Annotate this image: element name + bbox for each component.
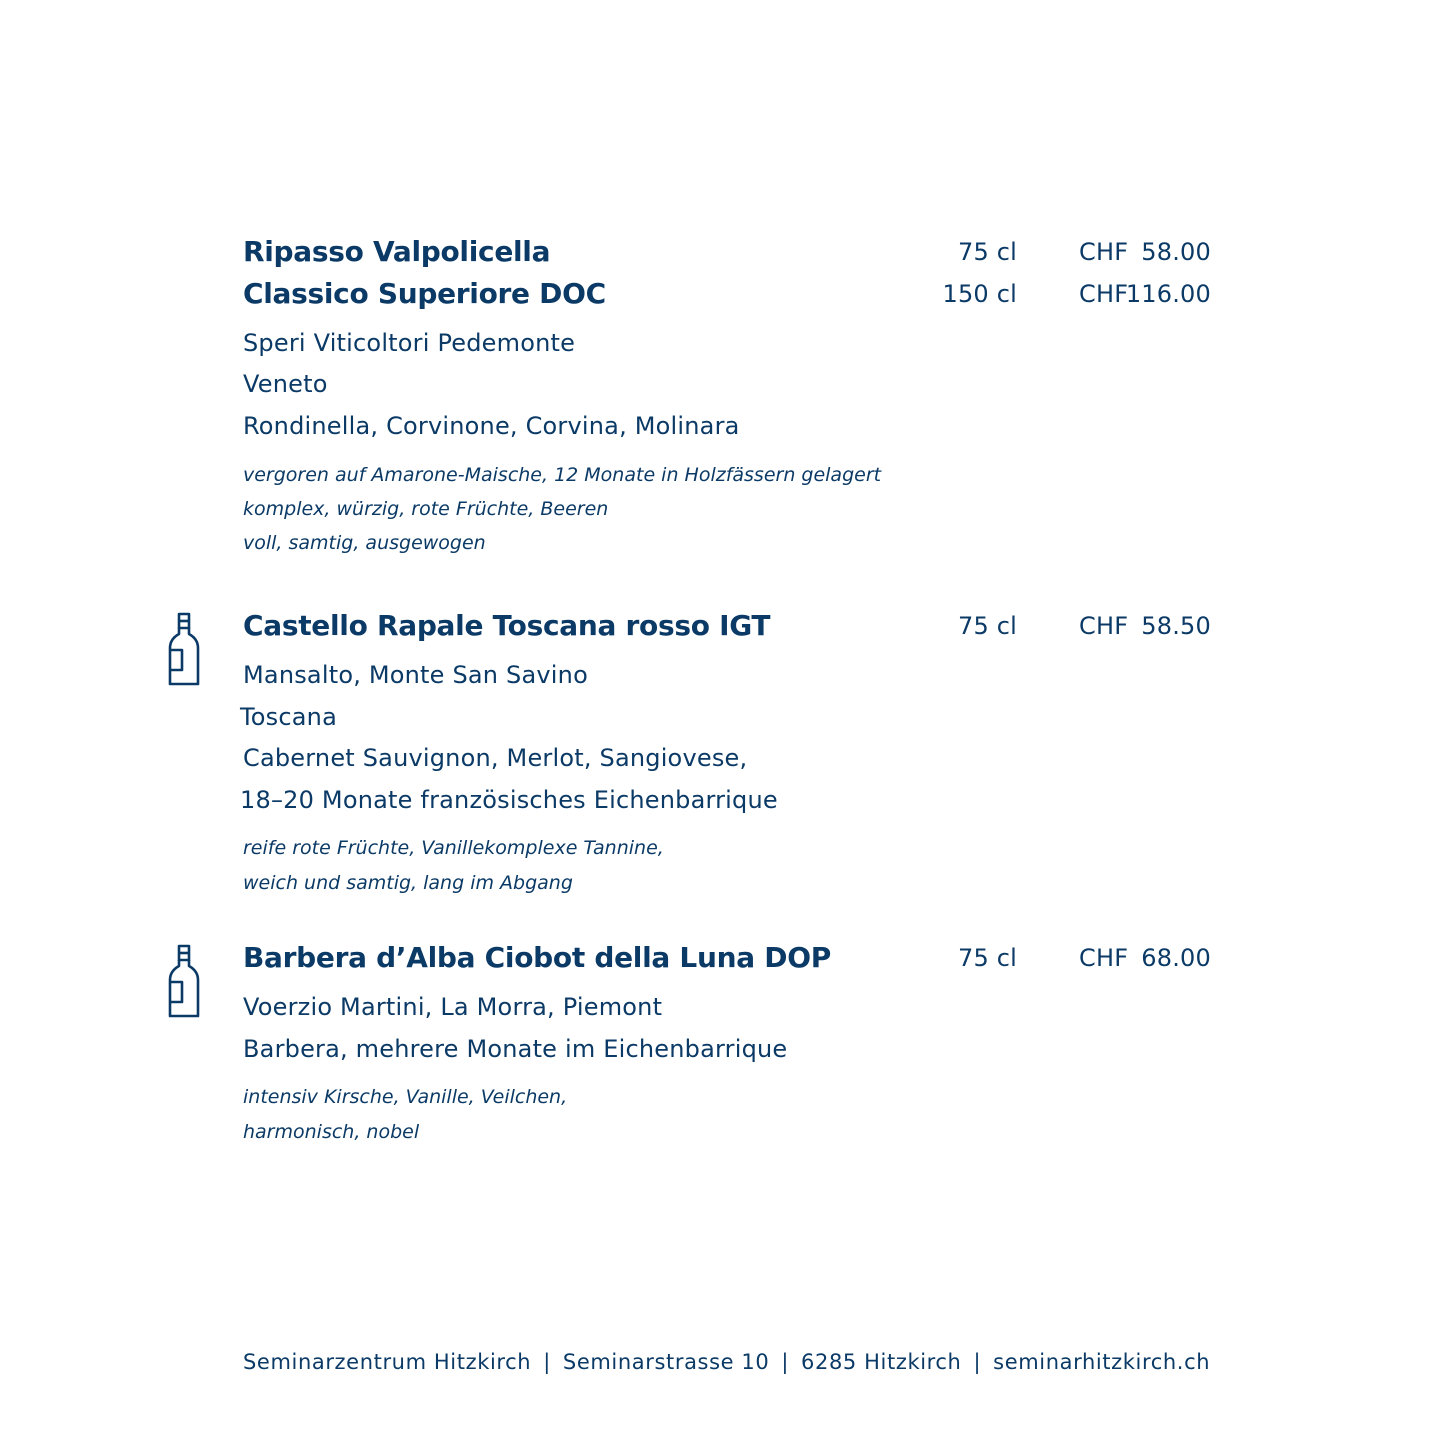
- footer-website-link[interactable]: seminarhitzkirch.ch: [993, 1350, 1211, 1374]
- wine-bottle-icon: [166, 944, 202, 1018]
- wine-volume: 75 cl: [957, 238, 1017, 266]
- wine-producer: Speri Viticoltori Pedemonte: [243, 329, 576, 357]
- price-currency: CHF: [1079, 612, 1129, 640]
- wine-name: Castello Rapale Toscana rosso IGT: [243, 609, 771, 642]
- wine-volume-magnum: 150 cl: [942, 280, 1017, 308]
- price-amount: 68.00: [1141, 944, 1211, 972]
- wine-region: Toscana: [240, 703, 337, 731]
- footer-address: [243, 1345, 1210, 1379]
- footer-street: Seminarstrasse 10: [562, 1350, 770, 1374]
- tasting-note: intensiv Kirsche, Vanille, Veilchen,: [243, 1086, 568, 1108]
- tasting-note: vergoren auf Amarone-Maische, 12 Monate in Holzfässern gelagert: [243, 464, 882, 486]
- wine-aging: 18–20 Monate französisches Eichenbarrique: [240, 786, 778, 814]
- wine-grapes: Barbera, mehrere Monate im Eichenbarrique: [243, 1035, 788, 1063]
- wine-producer: Voerzio Martini, La Morra, Piemont: [243, 993, 663, 1021]
- tasting-note: voll, samtig, ausgewogen: [243, 532, 486, 554]
- tasting-note: reife rote Früchte, Vanillekomplexe Tannine,: [243, 837, 664, 859]
- tasting-note: weich und samtig, lang im Abgang: [243, 872, 573, 894]
- footer-city: 6285 Hitzkirch: [801, 1350, 962, 1374]
- footer-separator: |: [973, 1350, 982, 1374]
- tasting-note: harmonisch, nobel: [243, 1121, 420, 1143]
- wine-name: Barbera d’Alba Ciobot della Luna DOP: [243, 941, 831, 974]
- wine-producer: Mansalto, Monte San Savino: [243, 661, 588, 689]
- footer-separator: |: [781, 1350, 790, 1374]
- tasting-note: komplex, würzig, rote Früchte, Beeren: [243, 498, 609, 520]
- footer-venue: Seminarzentrum Hitzkirch: [243, 1350, 532, 1374]
- wine-volume: 75 cl: [957, 612, 1017, 640]
- wine-grapes: Cabernet Sauvignon, Merlot, Sangiovese,: [243, 744, 748, 772]
- price-amount: 116.00: [1125, 280, 1211, 308]
- price-amount: 58.50: [1141, 612, 1211, 640]
- price-currency: CHF: [1079, 238, 1129, 266]
- price-currency: CHF: [1079, 280, 1129, 308]
- wine-volume: 75 cl: [957, 944, 1017, 972]
- footer-separator: |: [543, 1350, 551, 1374]
- wine-region: Veneto: [243, 370, 328, 398]
- wine-bottle-icon: [166, 612, 202, 686]
- price-currency: CHF: [1079, 944, 1129, 972]
- wine-name: Ripasso Valpolicella: [243, 235, 551, 268]
- price-amount: 58.00: [1141, 238, 1211, 266]
- wine-grapes: Rondinella, Corvinone, Corvina, Molinara: [243, 412, 740, 440]
- wine-name-line-2: Classico Superiore DOC: [243, 277, 606, 310]
